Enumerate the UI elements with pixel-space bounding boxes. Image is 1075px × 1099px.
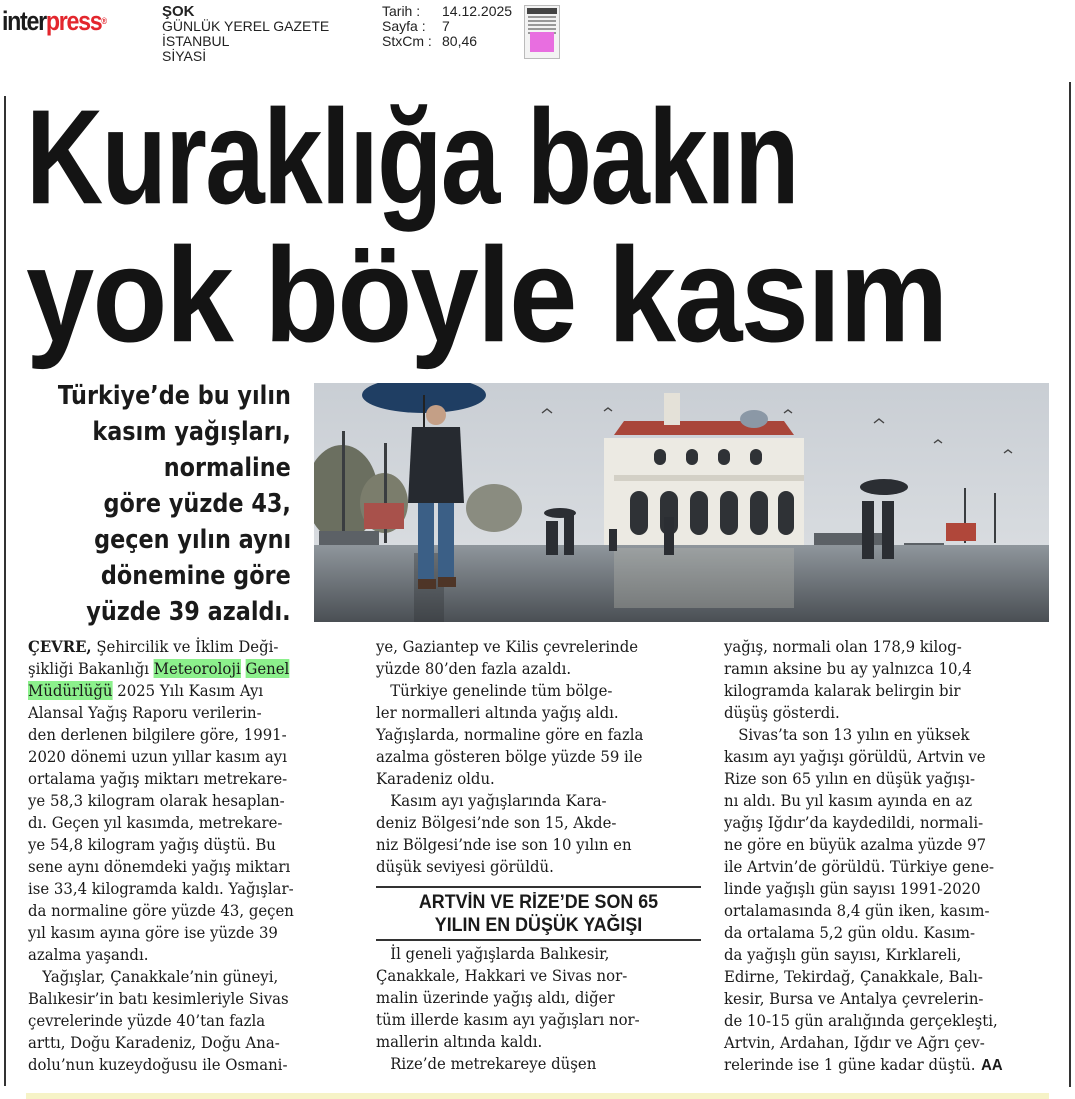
publication-type: GÜNLÜK YEREL GAZETE [162,18,330,34]
publication-name: ŞOK [162,3,195,20]
article-photo [314,383,1049,622]
clipping-border-right [1069,82,1071,1087]
publication-info [162,4,329,64]
article-column-3: yağış, normali olan 178,9 kilog- ramın aksine bu ay yalnızca 10,4 kilogramda kalarak belirgin bir düşüş gösterdi. Sivas’ta son 13 yılın en yüksek kasım ayı yağışı görüldü, Artvin ve Rize son 65 yılın en düşük yağışı- nı aldı. Bu yıl kasım ayında en az yağış Iğdır’da kaydedildi, normali- ne göre en büyük azalma yüzde 97 ile Artvin’de görüldü. Türkiye gene- linde yağışlı gün sayısı 1991-2020 ortalamasında 8,4 gün iken, kasım- da ortalama 5,2 gün oldu. Kasım- da yağışlı gün sayısı, Kırklareli, Edirne, Tekirdağ, Çanakkale, Balı- kesir, Bursa ve Antalya çevrelerin- de 10-15 gün aralığında gerçekleşti, Artvin, Ardahan, Iğdır ve Ağrı çev- relerinde ise 1 güne kadar düştü. AA [724,637,1003,1074]
article-column-1: ÇEVRE, Şehircilik ve İklim Deği- şikliği Bakanlığı Meteoroloji Genel Müdürlüğü 2025 Yılı Kasım Ayı Alansal Yağış Raporu verilerin- den derlenen bilgilere göre, 1991- 2020 dönemi uzun yıllar kasım ayı ortalama yağış miktarı metrekare- ye 58,3 kilogram olarak hesaplan- dı. Geçen yıl kasımda, metrekare- ye 54,8 kilogram yağış düştü. Bu sene aynı dönemdeki yağış miktarı ise 33,4 kilogramda kaldı. Yağışlar- da normaline göre yüzde 43, geçen yıl kasım ayına göre ise yüzde 39 azalma yaşandı. Yağışlar, Çanakkale’nin güneyi, Balıkesir’in batı kesimleriyle Sivas çevrelerinde yüzde 40’tan fazla arttı, Doğu Karadeniz, Doğu Ana- dolu’nun kuzeydoğusu ile Osmani- [28,637,294,1074]
clipping-border-left [4,96,6,1086]
headline-line-1: Kuraklığa bakın [26,81,798,232]
info-row-date: Tarih : 14.12.2025 [382,3,513,19]
clipping-info [382,4,512,49]
article-lead: ÇEVRE, [28,637,92,656]
publication-city: İSTANBUL [162,33,230,49]
deck-summary: Türkiye’de bu yılın kasım yağışları, normaline göre yüzde 43, geçen yılın aynı dönemine göre yüzde 39 azaldı. [58,381,291,627]
info-row-page: Sayfa : 7 [382,18,450,34]
agency-signature: AA [981,1057,1003,1074]
date-value: 14.12.2025 [442,3,513,19]
clipping-header [0,0,1075,80]
highlighted-keyword: Müdürlüğü [28,681,113,700]
publication-section: SİYASİ [162,48,207,64]
page-value: 7 [442,18,450,34]
interpress-logo: interpress® [2,6,106,36]
article-subheading: ARTVİN VE RİZE’DE SON 65 YILIN EN DÜŞÜK YAĞIŞI [376,886,701,941]
highlighted-keyword: Meteoroloji [153,659,241,678]
bottom-strip [26,1093,1049,1099]
info-row-stxcm: StxCm : 80,46 [382,33,478,49]
highlighted-keyword: Genel [245,659,290,678]
article-column-2: ye, Gaziantep ve Kilis çevrelerinde yüzde 80’den fazla azaldı. Türkiye genelinde tüm bölge- ler normalleri altında yağış aldı. Yağışlarda, normaline göre en fazla azalma gösteren bölge yüzde 59 ile Karadeniz oldu. Kasım ayı yağışlarında Kara- deniz Bölgesi’nde son 15, Akde- niz Bölgesi’nde ise son 10 yılın en düşük seviyesi görüldü. ARTVİN VE RİZE’DE SON 65 YILIN EN DÜŞÜK YAĞIŞI İl geneli yağışlarda Balıkesir, Çanakkale, Hakkari ve Sivas nor- malin üzerinde yağış aldı, diğer tüm illerde kasım ayı yağışları nor- mallerin altında kaldı. Rize’de metrekareye düşen [376,636,701,1075]
thumbnail-highlight [530,32,554,52]
stxcm-value: 80,46 [442,33,478,49]
page-thumbnail[interactable] [524,5,560,59]
headline-line-2: yok böyle kasım [26,219,947,370]
